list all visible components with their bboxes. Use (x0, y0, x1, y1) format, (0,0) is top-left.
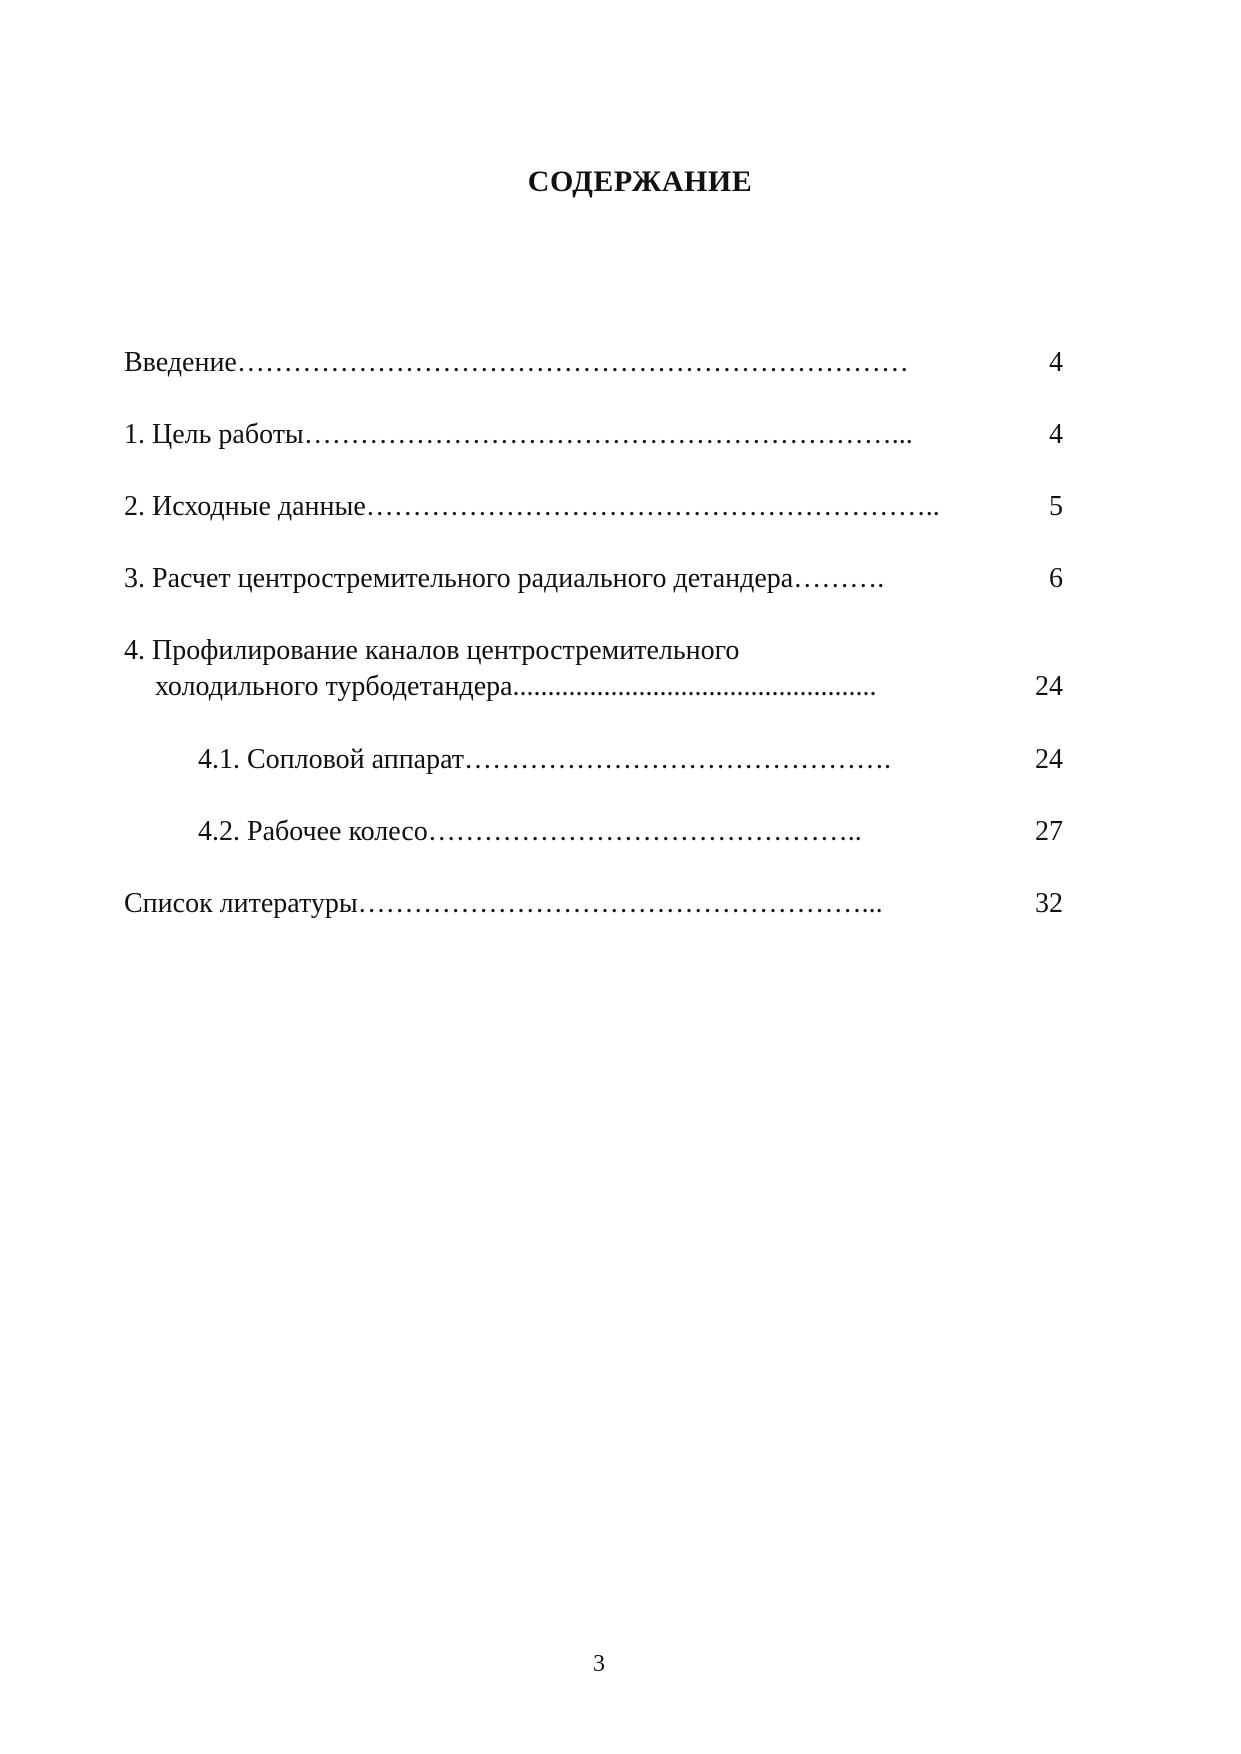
page-title: СОДЕРЖАНИЕ (527, 165, 753, 198)
toc-entry-page: 32 (1035, 888, 1063, 919)
toc-entry-text-line1: 4. Профилирование каналов центростремительного (124, 635, 740, 666)
toc-entry-text: 3. Расчет центростремительного радиального детандера………. (124, 563, 885, 594)
toc-entry-page: 4 (1049, 419, 1063, 450)
toc-entry-page: 4 (1049, 347, 1063, 378)
toc-entry-page: 24 (1035, 671, 1063, 702)
toc-entry-text: 4.1. Сопловой аппарат………………………………………. (198, 744, 892, 775)
toc-entry-text-line2: холодильного турбодетандера.................................................... (155, 671, 877, 702)
toc-entry-text: Список литературы………………………………………………... (124, 888, 883, 919)
toc-entry-page: 6 (1049, 563, 1063, 594)
toc-entry-text: 2. Исходные данные…………………………………………………….. (124, 491, 940, 522)
toc-entry-page: 24 (1035, 744, 1063, 775)
toc-entry-text: 4.2. Рабочее колесо……………………………………….. (198, 816, 862, 847)
toc-entry-page: 27 (1035, 816, 1063, 847)
toc-entry-text: 1. Цель работы………………………………………………………... (124, 419, 913, 450)
page-number: 3 (593, 1651, 605, 1677)
toc-entry-text: Введение……………………………………………………………… (124, 347, 909, 378)
toc-entry-page: 5 (1049, 491, 1063, 522)
